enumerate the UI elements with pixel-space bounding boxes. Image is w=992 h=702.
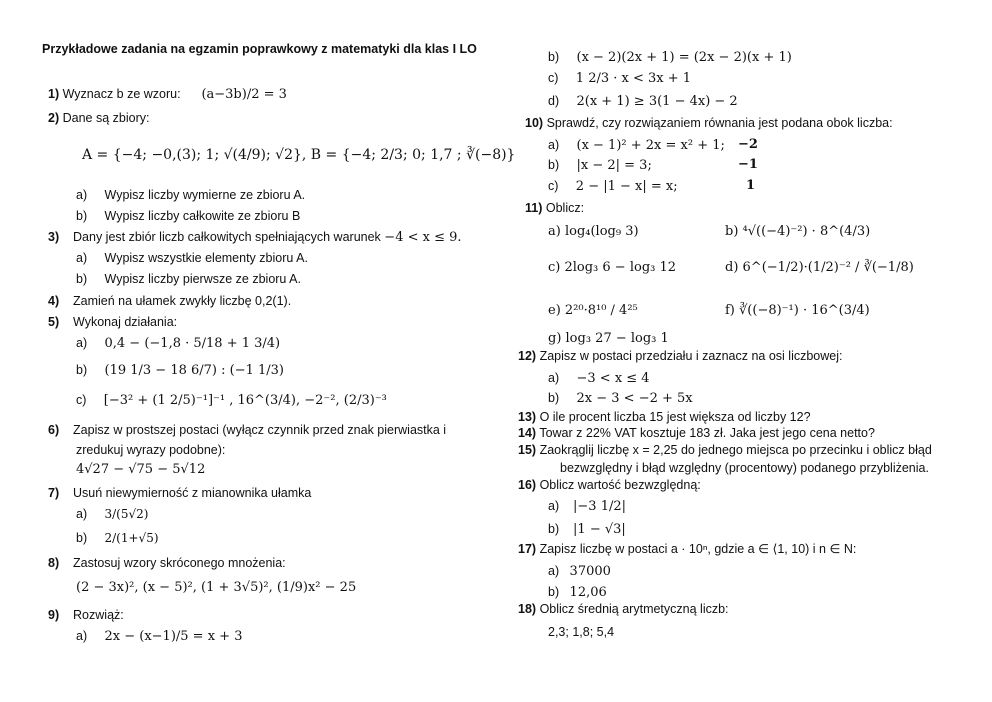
task-number: 15) — [518, 443, 537, 457]
sub-label: a) — [548, 564, 560, 578]
sub-label: b) — [548, 585, 560, 599]
task-18 — [518, 601, 729, 617]
task-2a — [76, 187, 305, 203]
sub-label: a) — [76, 629, 88, 643]
formula: 2/(1+√5) — [104, 531, 159, 545]
task-7a — [76, 506, 148, 522]
sub-label: b) — [76, 272, 88, 286]
formula: 3/(5√2) — [104, 507, 149, 521]
task-text: Zapisz liczbę w postaci a · 10ⁿ, gdzie a ∈ ⟨1, 10) i n ∈ N: — [539, 542, 857, 556]
task-10b — [548, 157, 652, 174]
task-text: Wyznacz b ze wzoru: — [62, 87, 181, 101]
sub-label: b) — [548, 50, 560, 64]
sub-label: d) — [548, 94, 560, 108]
sub-label: c) — [548, 179, 559, 193]
formula: (a−3b)/2 = 3 — [201, 87, 287, 102]
task-number: 10) — [525, 116, 544, 130]
task-text: Zaokrąglij liczbę x = 2,25 do jednego miejsca po przecinku i oblicz błąd — [539, 443, 932, 457]
sub-label: b) — [548, 391, 560, 405]
formula: |1 − √3| — [573, 522, 626, 537]
formula: 0,4 − (−1,8 · 5/18 + 1 3/4) — [104, 336, 281, 351]
task-17a — [548, 563, 611, 580]
task-6-formula: 4√27 − √75 − 5√12 — [76, 462, 206, 477]
task-7b — [76, 530, 159, 546]
task-10a — [548, 137, 725, 154]
task-text: Wypisz liczby wymierne ze zbioru A. — [104, 188, 306, 202]
sub-label: a) — [548, 371, 560, 385]
task-text: Wypisz wszystkie elementy zbioru A. — [104, 251, 308, 265]
sub-label: a) — [76, 251, 88, 265]
sets-formula: A = {−4; −0,(3); 1; √(4/9); √2}, B = {−4; 2/3; 0; 1,7 ; ∛(−8)} — [82, 147, 516, 163]
task-number: 17) — [518, 542, 537, 556]
task-11e: e) 2²⁰·8¹⁰ / 4²⁵ — [548, 303, 638, 318]
sub-label: a) — [76, 507, 88, 521]
task-11c: c) 2log₃ 6 − log₃ 12 — [548, 260, 677, 275]
task-text: Sprawdź, czy rozwiązaniem równania jest podana obok liczba: — [546, 116, 893, 130]
sub-label: c) — [76, 393, 87, 407]
task-text: Zapisz w postaci przedziału i zaznacz na osi liczbowej: — [539, 349, 843, 363]
task-number: 2) — [48, 111, 60, 125]
formula: |x − 2| = 3; — [576, 158, 652, 173]
task-16b — [548, 521, 626, 538]
answer-10c: 1 — [746, 178, 756, 193]
task-text: Zapisz w prostszej postaci (wyłącz czynnik przed znak pierwiastka i — [73, 423, 447, 437]
task-text: Dany jest zbiór liczb całkowitych spełniających warunek — [73, 230, 381, 244]
task-text: Dane są zbiory: — [62, 111, 150, 125]
task-number: 1) — [48, 87, 60, 101]
task-number: 16) — [518, 478, 537, 492]
task-12 — [518, 348, 842, 364]
formula: 2x − (x−1)/5 = x + 3 — [104, 629, 243, 644]
formula: 1 2/3 · x < 3x + 1 — [575, 71, 692, 86]
formula: −4 < x ≤ 9. — [384, 230, 462, 245]
formula: −3 < x ≤ 4 — [576, 371, 650, 386]
task-11g: g) log₃ 27 − log₃ 1 — [548, 331, 669, 346]
task-12a — [548, 370, 650, 387]
formula: |−3 1/2| — [573, 499, 627, 514]
formula: 2 − |1 − x| = x; — [575, 179, 678, 194]
task-1 — [48, 86, 287, 103]
task-text: Zamień na ułamek zwykły liczbę 0,2(1). — [73, 294, 292, 308]
task-number: 11) — [525, 201, 543, 215]
task-11a: a) log₄(log₉ 3) — [548, 224, 639, 239]
formula: 12,06 — [569, 585, 607, 600]
task-text: Towar z 22% VAT kosztuje 183 zł. Jaka jest jego cena netto? — [539, 426, 875, 440]
sub-label: a) — [548, 499, 560, 513]
task-11f: f) ∛((−8)⁻¹) · 16^(3/4) — [725, 303, 870, 318]
task-5b — [76, 362, 284, 379]
task-text: Wypisz liczby pierwsze ze zbioru A. — [104, 272, 301, 286]
sub-label: a) — [76, 188, 88, 202]
task-number: 13) — [518, 410, 537, 424]
sub-label: b) — [76, 531, 88, 545]
task-10c — [548, 178, 678, 195]
task-16a — [548, 498, 626, 515]
task-15-cont: bezwzględny i błąd względny (procentowy) podanego przybliżenia. — [560, 461, 929, 475]
sub-label: b) — [76, 363, 88, 377]
task-5 — [48, 314, 177, 330]
task-text: Usuń niewymierność z mianownika ułamka — [73, 486, 312, 500]
task-3 — [48, 229, 462, 246]
task-8-formula: (2 − 3x)², (x − 5)², (1 + 3√5)², (1/9)x² − 25 — [76, 580, 357, 595]
task-2b — [76, 208, 300, 224]
task-6 — [48, 422, 446, 438]
task-18-numbers: 2,3; 1,8; 5,4 — [548, 625, 615, 639]
task-13 — [518, 409, 811, 425]
task-9b — [548, 49, 792, 66]
task-11b: b) ⁴√((−4)⁻²) · 8^(4/3) — [725, 224, 871, 239]
task-5c — [76, 392, 387, 409]
task-number: 9) — [48, 608, 60, 622]
task-number: 14) — [518, 426, 537, 440]
task-number: 5) — [48, 315, 60, 329]
formula: (x − 2)(2x + 1) = (2x − 2)(x + 1) — [576, 50, 792, 65]
task-number: 3) — [48, 230, 60, 244]
sub-label: b) — [548, 158, 560, 172]
task-10 — [525, 115, 893, 131]
task-number: 18) — [518, 602, 537, 616]
task-3a — [76, 250, 308, 266]
formula: (19 1/3 − 18 6/7) : (−1 1/3) — [104, 363, 284, 378]
page-title: Przykładowe zadania na egzamin poprawkowy z matematyki dla klas I LO — [42, 42, 477, 56]
task-16 — [518, 477, 701, 493]
sub-label: b) — [548, 522, 560, 536]
sub-label: a) — [548, 138, 560, 152]
task-number: 12) — [518, 349, 537, 363]
task-17 — [518, 541, 856, 557]
task-9c — [548, 70, 691, 87]
task-5a — [76, 335, 280, 352]
task-text: Oblicz średnią arytmetyczną liczb: — [539, 602, 729, 616]
formula: 37000 — [569, 564, 611, 579]
answer-10a: −2 — [738, 137, 758, 152]
task-text: Zastosuj wzory skróconego mnożenia: — [73, 556, 286, 570]
sub-label: b) — [76, 209, 88, 223]
task-2 — [48, 110, 149, 126]
task-6-cont: zredukuj wyrazy podobne): — [76, 443, 226, 457]
answer-10b: −1 — [738, 157, 758, 172]
task-11 — [525, 200, 584, 216]
task-text: Wypisz liczby całkowite ze zbioru B — [104, 209, 301, 223]
task-text: O ile procent liczba 15 jest większa od liczby 12? — [539, 410, 811, 424]
sub-label: c) — [548, 71, 559, 85]
task-text: Wykonaj działania: — [73, 315, 178, 329]
formula: 2(x + 1) ≥ 3(1 − 4x) − 2 — [576, 94, 738, 109]
task-17b — [548, 584, 607, 601]
task-text: Oblicz wartość bezwzględną: — [539, 478, 701, 492]
task-11d: d) 6^(−1/2)·(1/2)⁻² / ∛(−1/8) — [725, 260, 914, 275]
formula: [−3² + (1 2/5)⁻¹]⁻¹ , 16^(3/4), −2⁻², (2/3)⁻³ — [103, 393, 387, 408]
task-9d — [548, 93, 738, 110]
task-text: Oblicz: — [545, 201, 585, 215]
task-7 — [48, 485, 311, 501]
task-number: 6) — [48, 423, 60, 437]
formula: (x − 1)² + 2x = x² + 1; — [576, 138, 725, 153]
task-4 — [48, 293, 291, 309]
task-8 — [48, 555, 286, 571]
sub-label: a) — [76, 336, 88, 350]
task-number: 4) — [48, 294, 60, 308]
task-text: Rozwiąż: — [73, 608, 124, 622]
task-14 — [518, 425, 875, 441]
task-12b — [548, 390, 693, 407]
task-9a — [76, 628, 242, 645]
task-number: 7) — [48, 486, 60, 500]
task-number: 8) — [48, 556, 60, 570]
formula: 2x − 3 < −2 + 5x — [576, 391, 693, 406]
task-3b — [76, 271, 301, 287]
task-15 — [518, 442, 932, 458]
task-9 — [48, 607, 124, 623]
